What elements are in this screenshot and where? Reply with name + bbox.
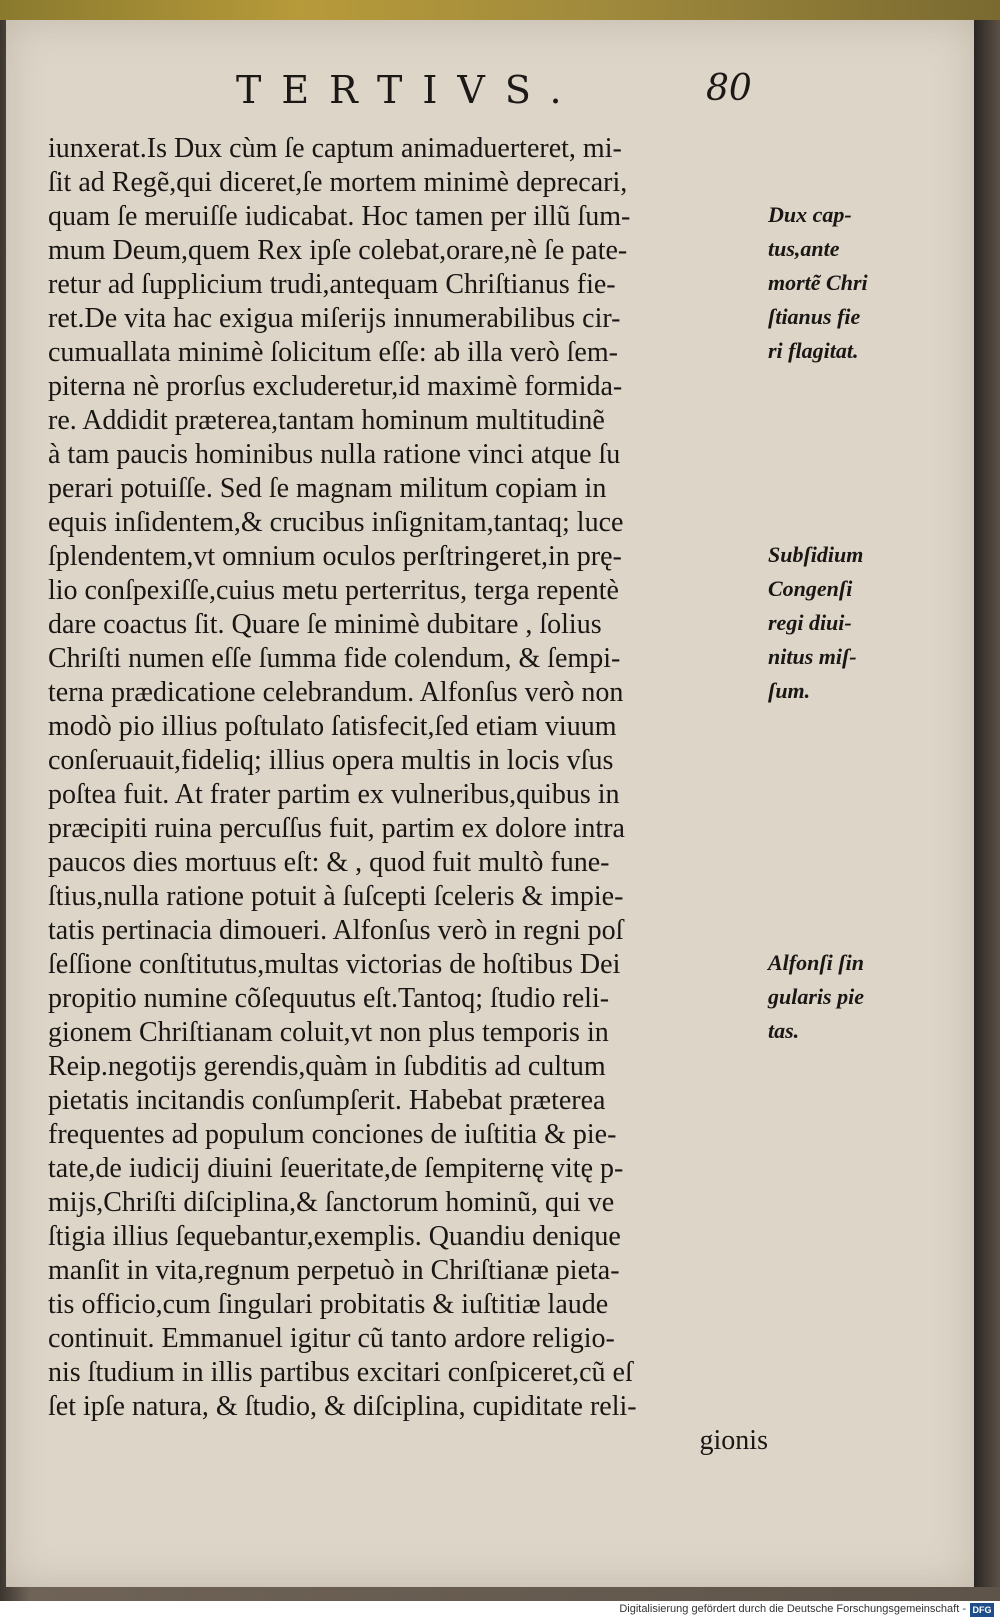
digitization-footer: [0, 1601, 1000, 1621]
text-line: paucos dies mortuus eſt: & , quod fuit multò fune-: [48, 847, 610, 878]
text-line: Chriſti numen eſſe ſumma fide colendum, & ſempi-: [48, 643, 621, 674]
text-line: modò pio illius poſtulato ſatisfecit,ſed etiam viuum: [48, 711, 617, 742]
margin-note-line: gularis pie: [768, 984, 864, 1009]
running-head: [6, 68, 974, 118]
running-title: TERTIVS.: [236, 68, 582, 112]
margin-note-line: Dux cap-: [768, 202, 852, 227]
text-line: perari potuiſſe. Sed ſe magnam militum copiam in: [48, 473, 607, 504]
book-gutter-shadow: [974, 20, 1000, 1587]
margin-note-line: ri flagitat.: [768, 338, 859, 363]
text-line: tatis pertinacia dimoueri. Alfonſus verò in regni poſ: [48, 915, 624, 946]
text-line: retur ad ſupplicium trudi,antequam Chriſtianus fie-: [48, 269, 616, 300]
margin-note-line: ſum.: [768, 678, 811, 703]
text-line: conſeruauit,fideliq; illius opera multis in locis vſus: [48, 745, 614, 776]
book-page: [6, 20, 974, 1587]
text-line: pietatis incitandis conſumpſerit. Habebat præterea: [48, 1085, 606, 1116]
text-line: continuit. Emmanuel igitur cũ tanto ardore religio-: [48, 1323, 615, 1354]
text-line: ſeſſione conſtitutus,multas victorias de hoſtibus Dei: [48, 949, 621, 980]
text-line: poſtea fuit. At frater partim ex vulneribus,quibus in: [48, 779, 620, 810]
margin-note-line: ſtianus fie: [768, 304, 861, 329]
funding-credit: Digitalisierung gefördert durch die Deutsche Forschungsgemeinschaft -: [619, 1603, 966, 1615]
text-line: nis ſtudium in illis partibus excitari conſpiceret,cũ eſ: [48, 1357, 633, 1388]
text-line: ſit ad Regẽ,qui diceret,ſe mortem minimè deprecari,: [48, 167, 628, 198]
text-line: tis officio,cum ſingulari probitatis & iuſtitiæ laude: [48, 1289, 609, 1320]
margin-note-line: Congenſi: [768, 576, 853, 601]
text-line: mijs,Chriſti diſciplina,& ſanctorum hominũ, qui ve: [48, 1187, 615, 1218]
text-line: terna prædicatione celebrandum. Alfonſus verò non: [48, 677, 624, 708]
text-line: frequentes ad populum conciones de iuſtitia & pie-: [48, 1119, 617, 1150]
text-line: ſplendentem,vt omnium oculos perſtringeret,in prę-: [48, 541, 622, 572]
text-line: cumuallata minimè ſolicitum eſſe: ab illa verò ſem-: [48, 337, 618, 368]
text-line: manſit in vita,regnum perpetuò in Chriſtianæ pieta-: [48, 1255, 620, 1286]
margin-note-line: nitus miſ-: [768, 644, 857, 669]
margin-note-line: regi diui-: [768, 610, 852, 635]
text-line: gionem Chriſtianam coluit,vt non plus temporis in: [48, 1017, 609, 1048]
text-line: à tam paucis hominibus nulla ratione vinci atque ſu: [48, 439, 621, 470]
margin-note: [768, 198, 948, 368]
main-text-block: [48, 132, 768, 1458]
catchword: gionis: [699, 1425, 768, 1456]
text-line: mum Deum,quem Rex ipſe colebat,orare,nè ſe pate-: [48, 235, 628, 266]
text-line: præcipiti ruina percuſſus fuit, partim ex dolore intra: [48, 813, 625, 844]
margin-note-line: tus,ante: [768, 236, 840, 261]
text-line: tate,de iudicij diuini ſeueritate,de ſempiternę vitę p-: [48, 1153, 624, 1184]
text-line: piterna nè prorſus excluderetur,id maximè formida-: [48, 371, 623, 402]
margin-note-line: mortẽ Chri: [768, 270, 868, 295]
margin-note-line: Subſidium: [768, 542, 864, 567]
text-line: quam ſe meruiſſe iudicabat. Hoc tamen per illũ ſum-: [48, 201, 631, 232]
text-line: propitio numine cõſequutus eſt.Tantoq; ſtudio reli-: [48, 983, 610, 1014]
text-line: equis inſidentem,& crucibus inſignitam,tantaq; luce: [48, 507, 624, 538]
page-number: 80: [706, 68, 752, 109]
text-line: iunxerat.Is Dux cùm ſe captum animaduerteret, mi-: [48, 133, 622, 164]
previous-page-edge: [0, 0, 1000, 20]
text-line: Reip.negotijs gerendis,quàm in ſubditis ad cultum: [48, 1051, 606, 1082]
text-line: re. Addidit præterea,tantam hominum multitudinẽ: [48, 405, 605, 436]
text-line: dare coactus ſit. Quare ſe minimè dubitare , ſolius: [48, 609, 602, 640]
margin-note-line: tas.: [768, 1018, 800, 1043]
text-line: ſtius,nulla ratione potuit à ſuſcepti ſceleris & impie-: [48, 881, 624, 912]
margin-note: [768, 946, 948, 1048]
margin-note: [768, 538, 948, 708]
text-line: ſtigia illius ſequebantur,exemplis. Quandiu denique: [48, 1221, 621, 1252]
dfg-logo: DFG: [970, 1603, 994, 1617]
text-line: ſet ipſe natura, & ſtudio, & diſciplina, cupiditate reli-: [48, 1391, 637, 1422]
margin-note-line: Alfonſi ſin: [768, 950, 864, 975]
text-line: lio conſpexiſſe,cuius metu perterritus, terga repentè: [48, 575, 619, 606]
text-line: ret.De vita hac exigua miſerijs innumerabilibus cir-: [48, 303, 621, 334]
